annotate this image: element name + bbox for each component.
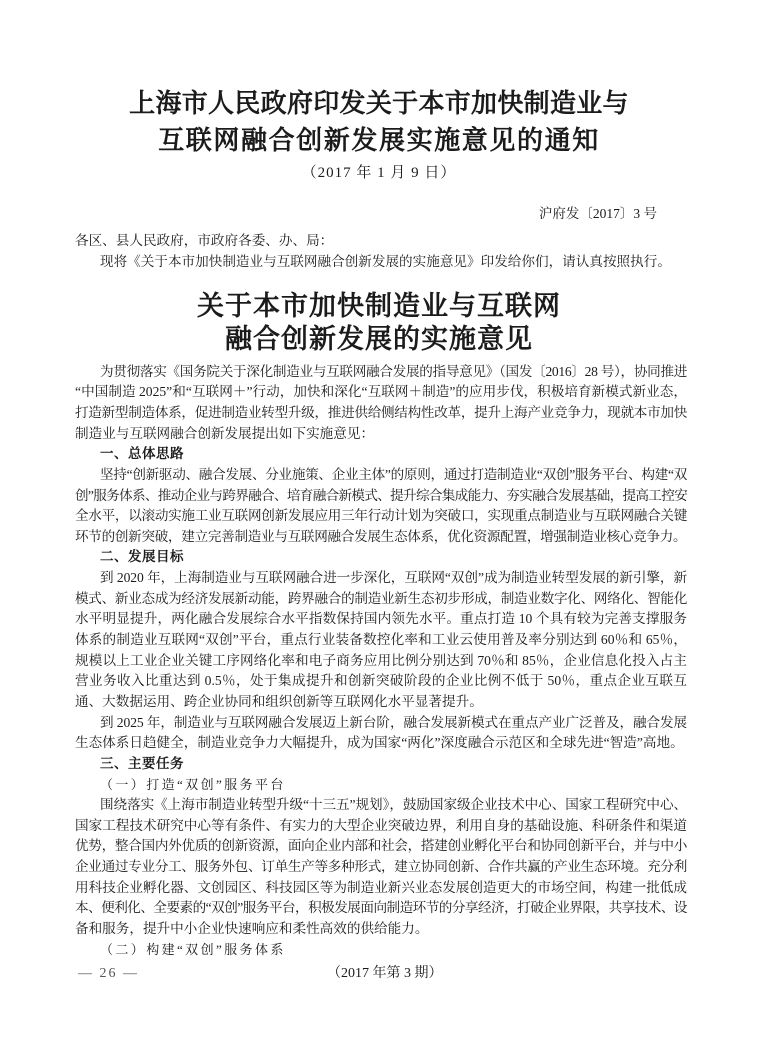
subsection-heading: （一）打造“双创”服务平台	[100, 776, 286, 792]
section-heading: 一、总体思路	[100, 446, 184, 462]
paragraph-line: 打造新型制造体系，促进制造业转型升级，推进供给侧结构性改革，提升上海产业竞争力，现就本市加快	[75, 404, 687, 420]
notice-title-line: 互联网融合创新发展实施意见的通知	[158, 126, 600, 155]
issue-date: （2017 年 1 月 9 日）	[301, 165, 457, 181]
paragraph-line: 优势，整合国内外优质的创新资源，面向企业内部和社会，搭建创业孵化平台和协同创新平台，并与中小	[75, 838, 687, 854]
opinion-title-line: 融合创新发展的实施意见	[225, 324, 533, 354]
paragraph-line: 创”服务体系、推动企业与跨界融合、培育融合新模式、提升综合集成能力、夯实融合发展基础，提高工控安	[75, 487, 687, 503]
issue-label: （2017 年第 3 期）	[327, 966, 443, 981]
paragraph	[75, 713, 687, 754]
section-heading: 三、主要任务	[100, 755, 184, 771]
paragraph-line: 环节的创新突破，建立完善制造业与互联网融合发展生态体系，优化资源配置，增强制造业核心竞争力。	[75, 528, 687, 544]
paragraph-line: 国家工程技术研究中心等有条件、有实力的大型企业突破边界，利用自身的基础设施、科研条件和渠道	[75, 817, 687, 833]
paragraph-line: 坚持“创新驱动、融合发展、分业施策、企业主体”的原则，通过打造制造业“双创”服务平台、构建“双	[100, 466, 687, 482]
notice-title-line: 上海市人民政府印发关于本市加快制造业与	[129, 89, 629, 118]
paragraph-line: 备和服务，提升中小企业快速响应和柔性高效的供给能力。	[75, 920, 429, 936]
paragraph-line: 营业务收入比重达到 0.5％，处于集成提升和创新突破阶段的企业比例不低于 50％，重点企业互联互	[75, 673, 687, 689]
paragraph-line: 体系的制造业互联网“双创”平台，重点行业装备数控化率和工业云使用普及率分别达到 60％和 65％，	[75, 632, 687, 648]
paragraph-line: 制造业与互联网融合创新发展提出如下实施意见：	[75, 425, 375, 441]
paragraph	[75, 795, 687, 939]
paragraph-line: 企业通过专业分工、服务外包、订单生产等多种形式，建立协同创新、合作共赢的产业生态环境。充分利	[75, 859, 687, 875]
paragraph-line: 模式、新业态成为经济发展新动能，跨界融合的制造业新生态初步形成，制造业数字化、网络化、智能化	[75, 590, 687, 606]
opinion-title-line: 关于本市加快制造业与互联网	[197, 291, 561, 321]
paragraph-line: 生态体系日趋健全，制造业竞争力大幅提升，成为国家“两化”深度融合示范区和全球先进“智造”高地。	[75, 735, 684, 751]
paragraph-line: 到 2020 年，上海制造业与互联网融合进一步深化，互联网“双创”成为制造业转型发展的新引擎，新	[100, 570, 687, 586]
paragraph	[75, 465, 687, 548]
paragraph-line: 全水平，以滚动实施工业互联网创新发展应用三年行动计划为突破口，实现重点制造业与互联网融合关键	[75, 508, 687, 524]
body-text	[75, 362, 687, 961]
subsection-heading: （二）构建“双创”服务体系	[100, 941, 286, 957]
paragraph-line: 规模以上工业企业关键工序网络化率和电子商务应用比例分别达到 70％和 85％，企业信息化投入占主	[75, 652, 687, 668]
paragraph-line: 为贯彻落实《国务院关于深化制造业与互联网融合发展的指导意见》（国发〔2016〕28 号），协同推进	[100, 363, 687, 379]
paragraph	[75, 568, 687, 712]
page-number: — 26 —	[78, 966, 139, 981]
paragraph-line: 围绕落实《上海市制造业转型升级“十三五”规划》，鼓励国家级企业技术中心、国家工程研究中心、	[100, 797, 687, 813]
paragraph-line: 水平明显提升，两化融合发展综合水平指数保持国内领先水平。重点打造 10 个具有较为完善支撑服务	[75, 611, 687, 627]
paragraph-line: “中国制造 2025”和“互联网＋”行动，加快和深化“互联网＋制造”的应用步伐，积极培育新模式新业态，	[75, 384, 687, 400]
recipients-line: 各区、县人民政府，市政府各委、办、局：	[75, 233, 334, 248]
paragraph-line: 通、大数据运用、跨企业协同和组织创新等互联网化水平显著提升。	[75, 693, 483, 709]
paragraph	[75, 362, 687, 445]
document-number: 沪府发〔2017〕3 号	[538, 206, 657, 221]
paragraph-line: 到 2025 年，制造业与互联网融合发展迈上新台阶，融合发展新模式在重点产业广泛普及，融合发展	[100, 714, 687, 730]
paragraph-line: 用科技企业孵化器、文创园区、科技园区等为制造业新兴业态发展创造更大的市场空间，构建一批低成	[75, 879, 687, 895]
notice-sentence: 现将《关于本市加快制造业与互联网融合创新发展的实施意见》印发给你们，请认真按照执行。	[100, 254, 671, 269]
section-heading: 二、发展目标	[100, 549, 184, 565]
paragraph-line: 本、便利化、全要素的“双创”服务平台，积极发展面向制造环节的分享经济，打破企业界限，共享技术、设	[75, 900, 687, 916]
